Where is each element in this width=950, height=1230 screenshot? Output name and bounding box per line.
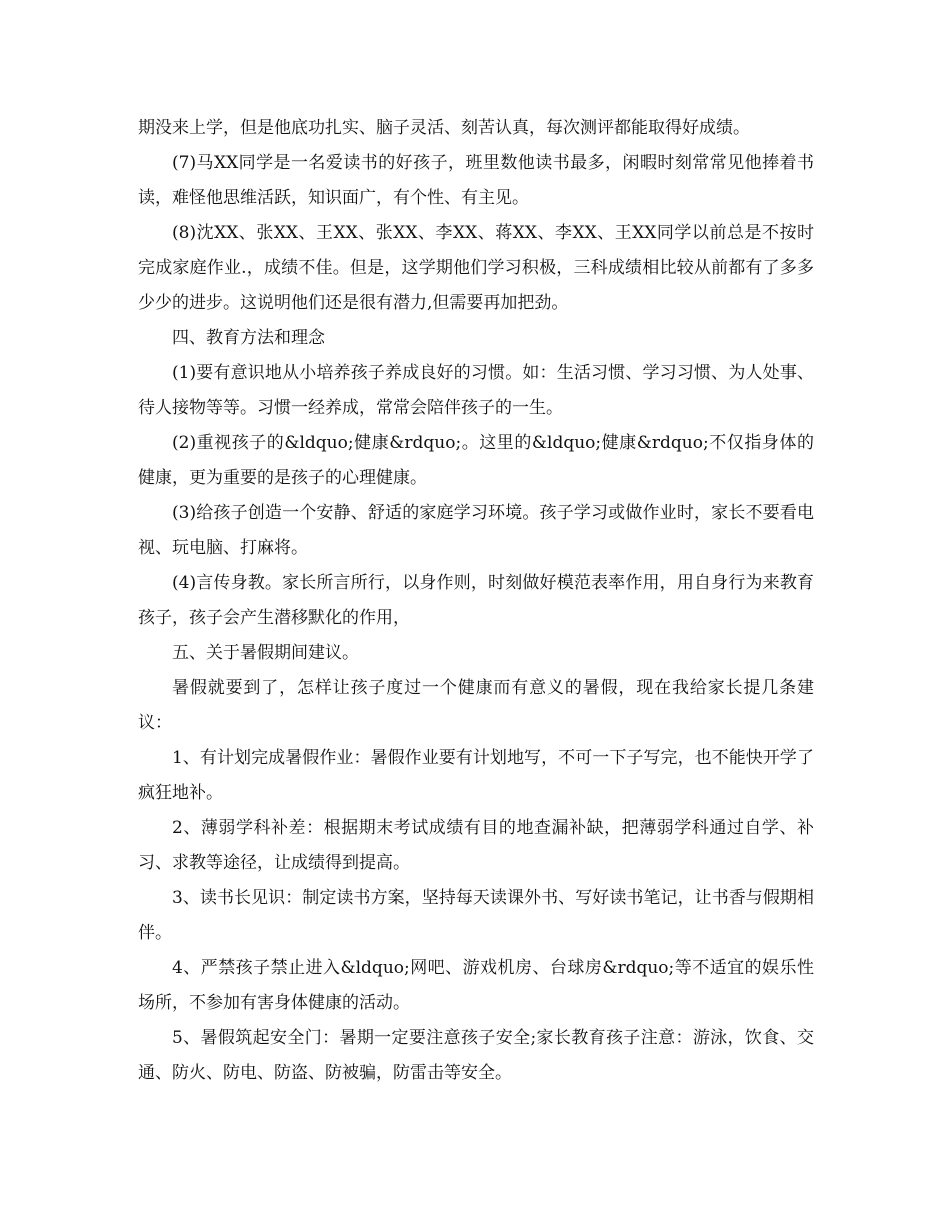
paragraph-suggestion-5: 5、暑假筑起安全门：暑期一定要注意孩子安全;家长教育孩子注意：游泳，饮食、交通、防火、防电、防盗、防被骗，防雷击等安全。 [138, 1028, 814, 1083]
paragraph-method-3: (3)给孩子创造一个安静、舒适的家庭学习环境。孩子学习或做作业时，家长不要看电视、玩电脑、打麻将。 [138, 503, 814, 558]
paragraph-suggestion-4: 4、严禁孩子禁止进入&ldquo;网吧、游戏机房、台球房&rdquo;等不适宜的娱乐性场所，不参加有害身体健康的活动。 [138, 958, 814, 1013]
paragraph-suggestion-3: 3、读书长见识：制定读书方案，坚持每天读课外书、写好读书笔记，让书香与假期相伴。 [138, 888, 814, 943]
section-heading-methods: 四、教育方法和理念 [172, 328, 325, 348]
paragraph-suggestion-1: 1、有计划完成暑假作业：暑假作业要有计划地写，不可一下子写完，也不能快开学了疯狂地补。 [138, 748, 814, 803]
paragraph-continuation: 期没来上学，但是他底功扎实、脑子灵活、刻苦认真，每次测评都能取得好成绩。 [138, 118, 750, 138]
paragraph-student-7: (7)马XX同学是一名爱读书的好孩子，班里数他读书最多，闲暇时刻常常见他捧着书读，难怪他思维活跃，知识面广，有个性、有主见。 [138, 153, 814, 208]
paragraph-method-2: (2)重视孩子的&ldquo;健康&rdquo;。这里的&ldquo;健康&rdquo;不仅指身体的健康，更为重要的是孩子的心理健康。 [138, 433, 814, 488]
paragraph-student-8: (8)沈XX、张XX、王XX、张XX、李XX、蒋XX、李XX、王XX同学以前总是不按时完成家庭作业.，成绩不佳。但是，这学期他们学习积极，三科成绩相比较从前都有了多多少少的进步。这说明他们还是很有潜力,但需要再加把劲。 [138, 223, 814, 313]
document-body [138, 111, 814, 1091]
section-heading-summer: 五、关于暑假期间建议。 [172, 643, 359, 663]
paragraph-suggestion-2: 2、薄弱学科补差：根据期末考试成绩有目的地查漏补缺，把薄弱学科通过自学、补习、求教等途径，让成绩得到提高。 [138, 818, 814, 873]
paragraph-summer-intro: 暑假就要到了，怎样让孩子度过一个健康而有意义的暑假，现在我给家长提几条建议： [138, 678, 814, 733]
paragraph-method-1: (1)要有意识地从小培养孩子养成良好的习惯。如：生活习惯、学习习惯、为人处事、待人接物等等。习惯一经养成，常常会陪伴孩子的一生。 [138, 363, 814, 418]
paragraph-method-4: (4)言传身教。家长所言所行，以身作则，时刻做好模范表率作用，用自身行为来教育孩子，孩子会产生潜移默化的作用， [138, 573, 814, 628]
